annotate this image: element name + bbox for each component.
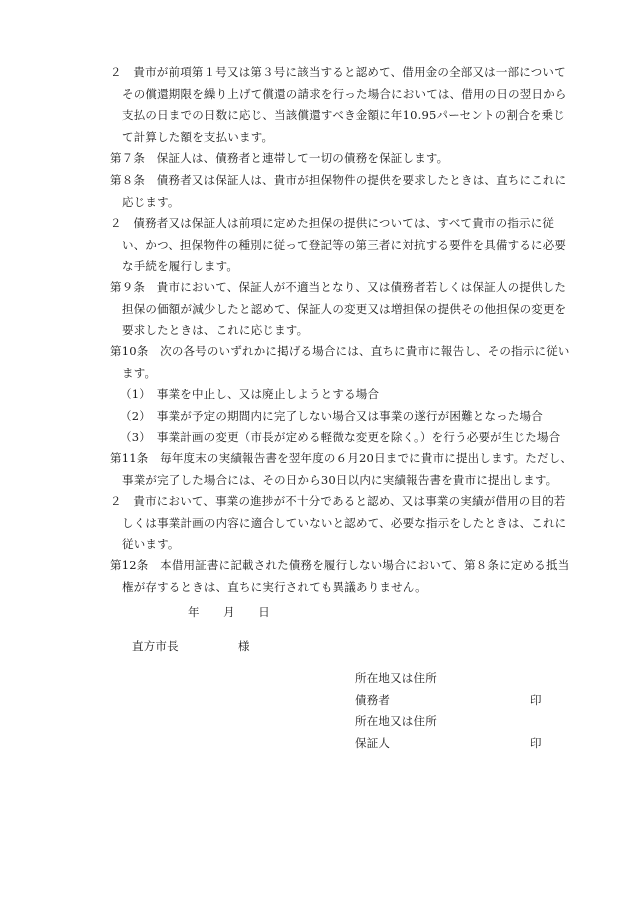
list-item: （2） 事業が予定の期間内に完了しない場合又は事業の遂行が困難となった場合 xyxy=(120,408,543,423)
text-line: 第10条 次の各号のいずれかに掲げる場合には、直ちに貴市に報告し、その指示に従い xyxy=(110,344,570,358)
text-line: しくは事業計画の内容に適合していないと認めて、必要な指示をしたときは、これに xyxy=(122,515,567,530)
list-item: （1） 事業を中止し、又は廃止しようとする場合 xyxy=(120,387,380,401)
article-9 xyxy=(110,277,570,342)
debtor-label: 債務者 xyxy=(355,693,391,707)
text-line: 権が存するときは、直ちに実行されても異議ありません。 xyxy=(122,579,427,594)
debtor-address-label: 所在地又は住所 xyxy=(355,671,437,685)
list-item: （3） 事業計画の変更（市長が定める軽微な変更を除く。）を行う必要が生じた場合 xyxy=(120,430,561,444)
date-line: 年 月 日 xyxy=(188,605,270,619)
text-line: 支払の日までの日数に応じ、当該償還すべき金額に年10.95パーセントの割合を乗じ xyxy=(122,108,565,122)
text-line: な手続を履行します。 xyxy=(122,259,239,273)
text-line: 従います。 xyxy=(122,537,180,551)
text-line: ２ 貴市において、事業の進捗が不十分であると認め、又は事業の実績が借用の目的若 xyxy=(110,494,566,508)
clause-6-paragraph-2 xyxy=(110,62,570,148)
text-line: 第９条 貴市において、保証人が不適当となり、又は債務者若しくは保証人の提供した xyxy=(110,280,567,294)
text-line: 第８条 債務者又は保証人は、貴市が担保物件の提供を要求したときは、直ちにこれに xyxy=(110,173,567,187)
article-8 xyxy=(110,170,570,213)
guarantor-label: 保証人 xyxy=(355,736,391,750)
text-line: その償還期限を繰り上げて償還の請求を行った場合においては、借用の日の翌日から xyxy=(122,86,567,101)
article-12 xyxy=(110,555,570,598)
guarantor-seal-mark: 印 xyxy=(530,736,542,750)
text-line: 事業が完了した場合には、その日から30日以内に実績報告書を貴市に提出します。 xyxy=(122,472,558,487)
text-line: 第７条 保証人は、債務者と連帯して一切の債務を保証します。 xyxy=(110,151,449,165)
text-line: ２ 貴市が前項第１号又は第３号に該当すると認めて、借用金の全部又は一部について xyxy=(110,65,566,79)
article-7 xyxy=(110,148,570,170)
debtor-seal-mark: 印 xyxy=(530,693,542,707)
addressee-honorific: 様 xyxy=(238,639,250,653)
article-8-paragraph-2 xyxy=(110,213,570,278)
text-line: 担保の価額が減少したと認めて、保証人の変更又は増担保の提供その他担保の変更を xyxy=(122,301,567,316)
text-line: ２ 債務者又は保証人は前項に定めた担保の提供については、すべて貴市の指示に従 xyxy=(110,216,555,230)
guarantor-address-label: 所在地又は住所 xyxy=(355,714,437,728)
article-10-items xyxy=(110,384,570,449)
text-line: て計算した額を支払います。 xyxy=(122,129,274,144)
article-11-paragraph-2 xyxy=(110,491,570,556)
article-11 xyxy=(110,448,573,491)
text-line: 要求したときは、これに応じます。 xyxy=(122,323,309,337)
text-line: い、かつ、担保物件の種別に従って登記等の第三者に対抗する要件を具備するに必要 xyxy=(122,237,567,252)
addressee: 直方市長 xyxy=(132,639,179,653)
text-line: 第11条 毎年度末の実績報告書を翌年度の６月20日までに貴市に提出します。ただし、 xyxy=(110,451,573,465)
text-line: 第12条 本借用証書に記載された債務を履行しない場合において、第８条に定める抵当 xyxy=(110,558,570,572)
text-line: 応じます。 xyxy=(122,194,180,209)
text-line: ます。 xyxy=(122,365,157,380)
article-10 xyxy=(110,341,570,384)
